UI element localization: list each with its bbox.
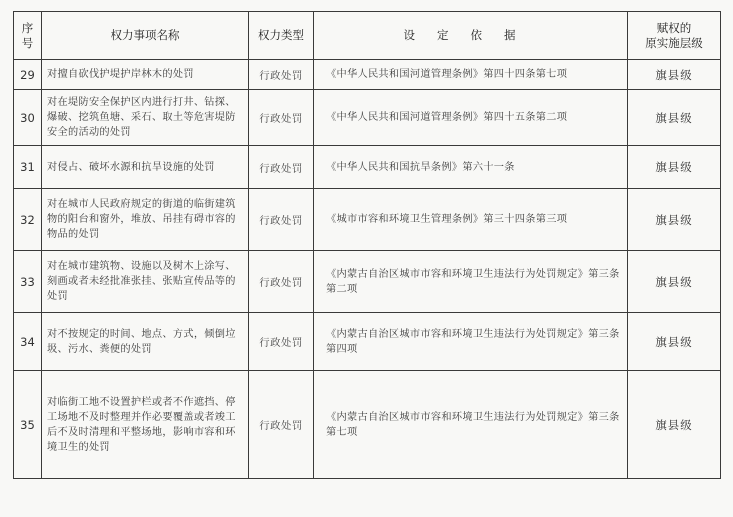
header-name: 权力事项名称 bbox=[42, 12, 249, 60]
legal-basis: 《内蒙古自治区城市市容和环境卫生违法行为处罚规定》第三条第二项 bbox=[314, 251, 628, 313]
implementation-level: 旗县级 bbox=[628, 371, 721, 479]
row-number: 30 bbox=[14, 90, 42, 146]
authority-table bbox=[13, 11, 721, 479]
power-type: 行政处罚 bbox=[249, 371, 314, 479]
header-basis bbox=[314, 12, 628, 60]
power-type: 行政处罚 bbox=[249, 313, 314, 371]
table-row bbox=[14, 189, 721, 251]
legal-basis: 《城市市容和环境卫生管理条例》第三十四条第三项 bbox=[314, 189, 628, 251]
implementation-level: 旗县级 bbox=[628, 60, 721, 90]
header-no-line2: 号 bbox=[21, 35, 34, 50]
legal-basis: 《中华人民共和国河道管理条例》第四十五条第二项 bbox=[314, 90, 628, 146]
legal-basis: 《内蒙古自治区城市市容和环境卫生违法行为处罚规定》第三条第四项 bbox=[314, 313, 628, 371]
table-row bbox=[14, 90, 721, 146]
implementation-level: 旗县级 bbox=[628, 189, 721, 251]
header-no bbox=[14, 12, 42, 60]
legal-basis: 《中华人民共和国河道管理条例》第四十四条第七项 bbox=[314, 60, 628, 90]
power-type: 行政处罚 bbox=[249, 189, 314, 251]
power-item-name: 对不按规定的时间、地点、方式，倾倒垃圾、污水、粪便的处罚 bbox=[42, 313, 249, 371]
table-row bbox=[14, 146, 721, 189]
row-number: 31 bbox=[14, 146, 42, 189]
implementation-level: 旗县级 bbox=[628, 146, 721, 189]
implementation-level: 旗县级 bbox=[628, 251, 721, 313]
power-type: 行政处罚 bbox=[249, 90, 314, 146]
header-type: 权力类型 bbox=[249, 12, 314, 60]
table-row bbox=[14, 251, 721, 313]
power-type: 行政处罚 bbox=[249, 146, 314, 189]
power-item-name: 对在城市人民政府规定的街道的临街建筑物的阳台和窗外，堆放、吊挂有碍市容的物品的处罚 bbox=[42, 189, 249, 251]
header-row bbox=[14, 12, 721, 60]
table-row bbox=[14, 60, 721, 90]
row-number: 33 bbox=[14, 251, 42, 313]
power-type: 行政处罚 bbox=[249, 60, 314, 90]
power-item-name: 对擅自砍伐护堤护岸林木的处罚 bbox=[42, 60, 249, 90]
row-number: 34 bbox=[14, 313, 42, 371]
header-no-line1: 序 bbox=[21, 20, 34, 35]
header-level-line1: 赋权的 bbox=[656, 20, 692, 35]
table-row bbox=[14, 313, 721, 371]
legal-basis: 《内蒙古自治区城市市容和环境卫生违法行为处罚规定》第三条第七项 bbox=[314, 371, 628, 479]
row-number: 35 bbox=[14, 371, 42, 479]
table-row bbox=[14, 371, 721, 479]
power-item-name: 对在城市建筑物、设施以及树木上涂写、刻画或者未经批准张挂、张贴宣传品等的处罚 bbox=[42, 251, 249, 313]
header-basis-label: 设定依据 bbox=[403, 28, 538, 42]
legal-basis: 《中华人民共和国抗旱条例》第六十一条 bbox=[314, 146, 628, 189]
row-number: 32 bbox=[14, 189, 42, 251]
implementation-level: 旗县级 bbox=[628, 90, 721, 146]
power-item-name: 对在堤防安全保护区内进行打井、钻探、爆破、挖筑鱼塘、采石、取土等危害堤防安全的活动的处罚 bbox=[42, 90, 249, 146]
power-item-name: 对临街工地不设置护栏或者不作遮挡、停工场地不及时整理并作必要覆盖或者竣工后不及时清理和平整场地，影响市容和环境卫生的处罚 bbox=[42, 371, 249, 479]
power-type: 行政处罚 bbox=[249, 251, 314, 313]
header-level bbox=[628, 12, 721, 60]
header-level-line2: 原实施层级 bbox=[645, 35, 703, 50]
row-number: 29 bbox=[14, 60, 42, 90]
power-item-name: 对侵占、破坏水源和抗旱设施的处罚 bbox=[42, 146, 249, 189]
implementation-level: 旗县级 bbox=[628, 313, 721, 371]
